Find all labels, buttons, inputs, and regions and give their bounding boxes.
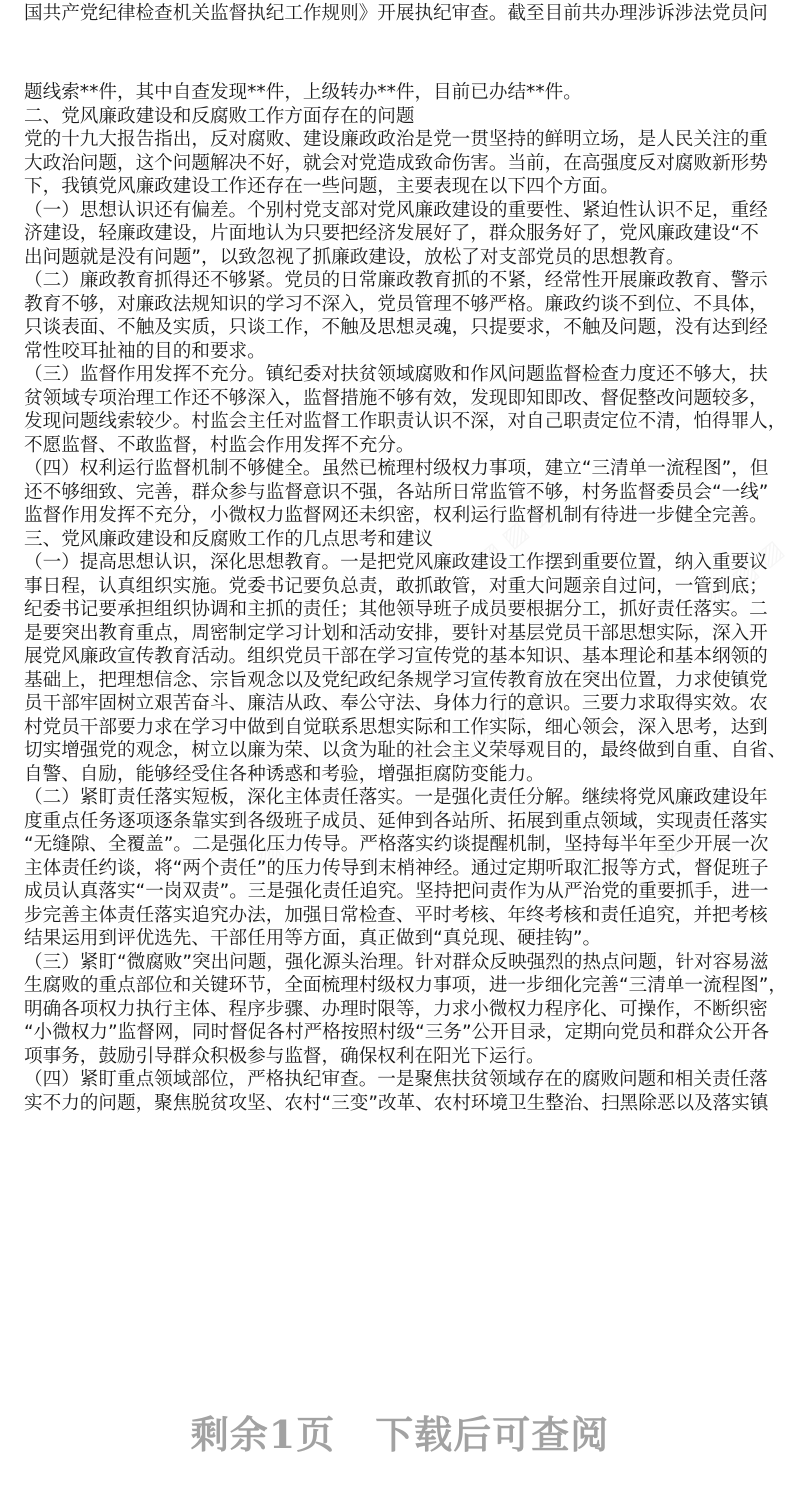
text-line: （二）廉政教育抓得还不够紧。党员的日常廉政教育抓的不紧，经常性开展廉政教育、警示	[24, 270, 768, 291]
text-line: 下，我镇党风廉政建设工作还存在一些问题，主要表现在以下四个方面。	[24, 176, 620, 197]
text-line: “小微权力”监督网，同时督促各村严格按照村级“三务”公开目录，定期向党员和群众公开各	[24, 1022, 770, 1043]
text-line: 纪委书记要承担组织协调和主抓的责任；其他领导班子成员要根据分工，抓好责任落实。二	[24, 599, 768, 620]
text-line: （二）紧盯责任落实短板，深化主体责任落实。一是强化责任分解。继续将党风廉政建设年	[24, 787, 768, 808]
section-heading-3: 三、党风廉政建设和反腐败工作的几点思考和建议	[24, 528, 434, 550]
text-line: 是要突出教育重点，周密制定学习计划和活动安排，要针对基层党员干部思想实际，深入开	[24, 622, 768, 644]
text-line: （三）监督作用发挥不充分。镇纪委对扶贫领域腐败和作风问题监督检查力度还不够大，扶	[24, 364, 768, 385]
text-line: （四）紧盯重点领域部位，严格执纪审查。一是聚焦扶贫领域存在的腐败问题和相关责任落	[24, 1069, 768, 1090]
text-line: 主体责任约谈，将“两个责任”的压力传导到末梢神经。通过定期听取汇报等方式，督促班子	[24, 857, 769, 879]
text-line: 步完善主体责任落实追究办法，加强日常检查、平时考核、年终考核和责任追究，并把考核	[24, 904, 768, 926]
download-hint-label: 下载后可查阅	[375, 1412, 610, 1457]
text-line: 明确各项权力执行主体、程序步骤、办理时限等，力求小微权力程序化、可操作，不断织密	[24, 998, 768, 1020]
text-line: 不愿监督、不敢监督，村监会作用发挥不充分。	[24, 434, 415, 456]
text-line: 还不够细致、完善，群众参与监督意识不强，各站所日常监管不够，村务监督委员会“一线”	[24, 481, 769, 503]
text-line: 题线索**件，其中自查发现**件，上级转办**件，目前已办结**件。	[24, 82, 582, 103]
text-line: 出问题就是没有问题”，以致忽视了抓廉政建设，放松了对支部党员的思想教育。	[24, 246, 685, 268]
text-line: 自警、自励，能够经受住各种诱惑和考验，增强拒腐防变能力。	[24, 763, 545, 785]
text-line: 生腐败的重点部位和关键环节，全面梳理村级权力事项，进一步细化完善“三清单一流程图”，	[24, 975, 788, 996]
text-line: 贫领域专项治理工作还不够深入，监督措施不够有效，发现即知即改、督促整改问题较多，	[24, 387, 768, 409]
text-line: （一）提高思想认识，深化思想教育。一是把党风廉政建设工作摆到重要位置，纳入重要议	[24, 552, 768, 573]
text-line: 度重点任务逐项逐条靠实到各级班子成员、延伸到各站所、拓展到重点领域，实现责任落实	[24, 810, 768, 832]
section-heading-2: 二、党风廉政建设和反腐败工作方面存在的问题	[24, 105, 415, 127]
document-body	[24, 81, 788, 1115]
document-top-fragment: 国共产党纪律检查机关监督执纪工作规则》开展执纪审查。截至目前共办理涉诉涉法党员问	[24, 3, 768, 24]
download-to-view-banner[interactable]	[0, 1405, 800, 1465]
text-line: 展党风廉政宣传教育活动。组织党员干部在学习宣传党的基本知识、基本理论和基本纲领的	[24, 646, 768, 667]
text-line: 只谈表面、不触及实质，只谈工作，不触及思想灵魂，只提要求，不触及问题，没有达到经	[24, 317, 768, 338]
text-line: 项事务，鼓励引导群众积极参与监督，确保权利在阳光下运行。	[24, 1045, 545, 1067]
text-line: 员干部牢固树立艰苦奋斗、廉洁从政、奉公守法、身体力行的意识。三要力求取得实效。农	[24, 693, 768, 714]
remaining-pages-label: 剩余1页	[190, 1412, 336, 1457]
text-line: 党的十九大报告指出，反对腐败、建设廉政政治是党一贯坚持的鲜明立场，是人民关注的重	[24, 129, 768, 150]
text-line: 基础上，把理想信念、宗旨观念以及党纪政纪条规学习宣传教育放在突出位置，力求使镇党	[24, 669, 768, 691]
text-line: （四）权利运行监督机制不够健全。虽然已梳理村级权力事项，建立“三清单一流程图”，但	[24, 458, 769, 479]
text-line: （三）紧盯“微腐败”突出问题，强化源头治理。针对群众反映强烈的热点问题，针对容易滋	[24, 951, 769, 973]
text-line: 村党员干部要力求在学习中做到自觉联系思想实际和工作实际，细心领会，深入思考，达到	[24, 716, 768, 738]
text-line: 事日程，认真组织实施。党委书记要负总责，敢抓敢管，对重大问题亲自过问，一管到底；	[24, 575, 768, 597]
text-line: 教育不够，对廉政法规知识的学习不深入，党员管理不够严格。廉政约谈不到位、不具体，	[24, 293, 768, 315]
text-line: 监督作用发挥不充分，小微权力监督网还未织密，权利运行监督机制有待进一步健全完善。	[24, 505, 768, 526]
text-line: “无缝隙、全覆盖”。二是强化压力传导。严格落实约谈提醒机制，坚持每半年至少开展一次	[24, 834, 769, 855]
text-line: 大政治问题，这个问题解决不好，就会对党造成致命伤害。当前，在高强度反对腐败新形势	[24, 152, 768, 174]
text-line: （一）思想认识还有偏差。个别村党支部对党风廉政建设的重要性、紧迫性认识不足，重经	[24, 199, 768, 221]
text-line: 实不力的问题，聚焦脱贫攻坚、农村“三变”改革、农村环境卫生整治、扫黑除恶以及落实镇	[24, 1092, 769, 1114]
text-line: 切实增强党的观念，树立以廉为荣、以贪为耻的社会主义荣辱观目的，最终做到自重、自省、	[24, 740, 787, 761]
text-line: 结果运用到评优选先、干部任用等方面，真正做到“真兑现、硬挂钩”。	[24, 928, 602, 949]
text-line: 济建设，轻廉政建设，片面地认为只要把经济发展好了，群众服务好了，党风廉政建设“不	[24, 223, 759, 244]
text-line: 发现问题线索较少。村监会主任对监督工作职责认识不深，对自己职责定位不清，怕得罪人，	[24, 411, 787, 432]
text-line: 成员认真落实“一岗双责”。三是强化责任追究。坚持把问责作为从严治党的重要抓手，进一	[24, 881, 769, 902]
text-line: 常性咬耳扯袖的目的和要求。	[24, 340, 266, 362]
